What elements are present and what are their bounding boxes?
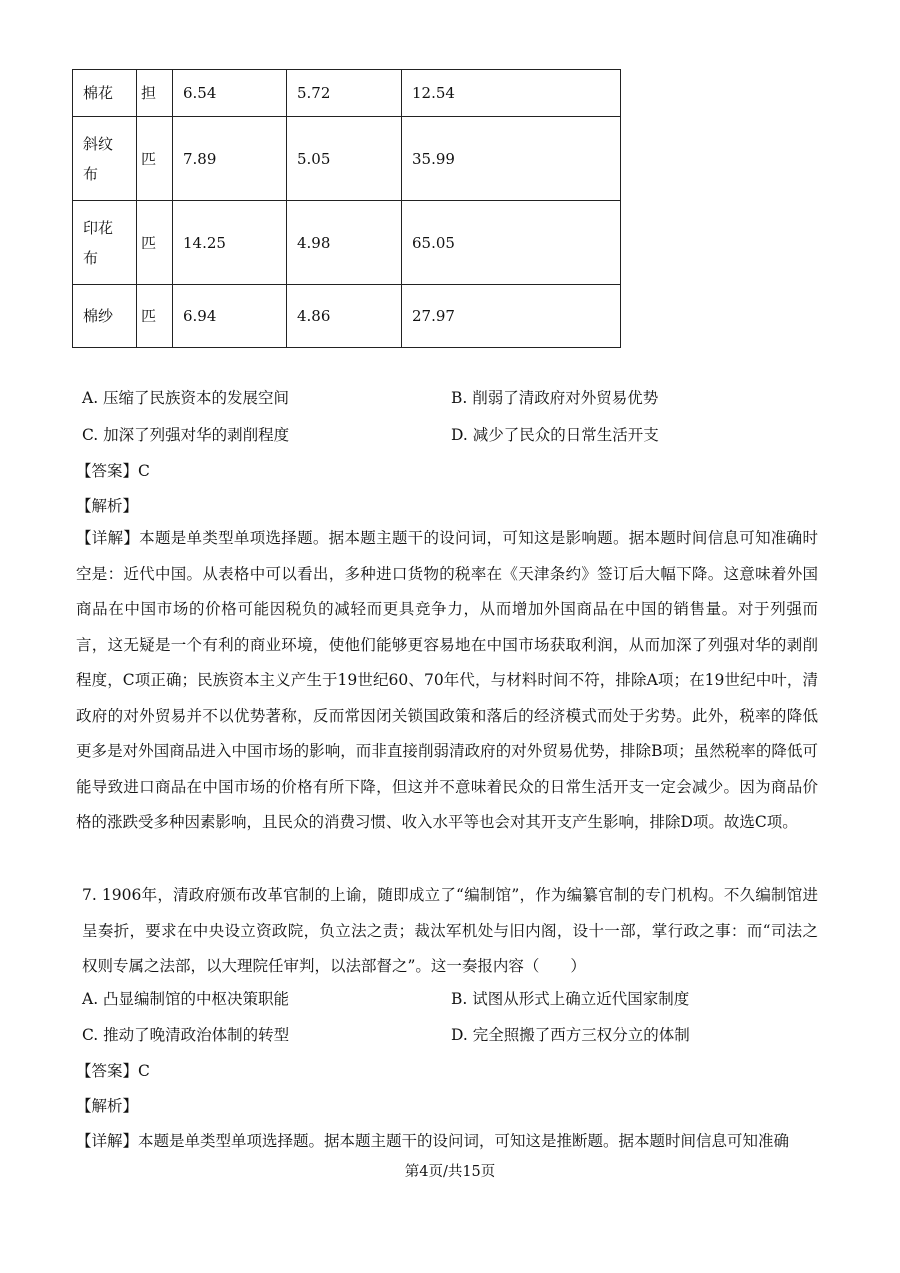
q7-detail	[76, 1129, 789, 1151]
q6-option-a: A. 压缩了民族资本的发展空间	[82, 389, 290, 407]
q7-answer: 【答案】C	[76, 1062, 150, 1080]
goods-unit: 匹	[137, 117, 173, 201]
q6-detail-text: 本题是单类型单项选择题。据本题主题干的设问词，可知这是影响题。据本题时间信息可知准确时空是：近代中国。从表格中可以看出，多种进口货物的税率在《天津条约》签订后大幅下降。这意味着外国商品在中国市场的价格可能因税负的减轻而更具竞争力，从而增加外国商品在中国的销售量。对于列强而言，这无疑是一个有利的商业环境，使他们能够更容易地在中国市场获取利润，从而加深了列强对华的剥削程度，C项正确；民族资本主义产生于19世纪60、70年代，与材料时间不符，排除A项；在19世纪中叶，清政府的对外贸易并不以优势著称，反而常因闭关锁国政策和落后的经济模式而处于劣势。此外，税率的降低更多是对外国商品进入中国市场的影响，而非直接削弱清政府的对外贸易优势，排除B项；虽然税率的降低可能导致进口商品在中国市场的价格有所下降，但这并不意味着民众的日常生活开支一定会减少。因为商品价格的涨跌受多种因素影响，且民众的消费习惯、收入水平等也会对其开支产生影响，排除D项。故选C项。	[76, 529, 818, 831]
goods-name: 印花布	[73, 201, 137, 285]
q6-answer: 【答案】C	[76, 462, 150, 480]
rate-cell: 35.99	[402, 117, 621, 201]
page-footer: 第4页/共15页	[404, 1164, 496, 1180]
table-row	[73, 285, 621, 348]
tariff-table	[72, 69, 621, 348]
rate-cell: 14.25	[173, 201, 287, 285]
rate-cell: 5.72	[287, 70, 402, 117]
q6-option-c: C. 加深了列强对华的剥削程度	[82, 426, 290, 444]
goods-name: 棉花	[73, 70, 137, 117]
goods-name: 棉纱	[73, 285, 137, 348]
q6-option-d: D. 减少了民众的日常生活开支	[451, 426, 659, 444]
q6-analysis-label: 【解析】	[76, 497, 139, 515]
table-row	[73, 201, 621, 285]
rate-cell: 5.05	[287, 117, 402, 201]
q7-analysis-label: 【解析】	[76, 1097, 139, 1115]
goods-unit: 匹	[137, 285, 173, 348]
q7-stem: 7. 1906年，清政府颁布改革官制的上谕，随即成立了“编制馆”，作为编纂官制的专门机构。不久编制馆进呈奏折，要求在中央设立资政院，负立法之责；裁汰军机处与旧内阁，设十一部，掌行政之事：而“司法之权则专属之法部，以大理院任审判，以法部督之”。这一奏报内容（ ）	[82, 886, 818, 975]
q7-detail-label: 【详解】	[76, 1132, 139, 1150]
q7-option-b: B. 试图从形式上确立近代国家制度	[451, 990, 690, 1008]
rate-cell: 12.54	[402, 70, 621, 117]
goods-unit: 匹	[137, 201, 173, 285]
q6-option-b: B. 削弱了清政府对外贸易优势	[451, 389, 659, 407]
rate-cell: 4.86	[287, 285, 402, 348]
rate-cell: 6.54	[173, 70, 287, 117]
goods-name: 斜纹布	[73, 117, 137, 201]
table-row	[73, 117, 621, 201]
rate-cell: 6.94	[173, 285, 287, 348]
q7-option-a: A. 凸显编制馆的中枢决策职能	[82, 990, 290, 1008]
q7-detail-text: 本题是单类型单项选择题。据本题主题干的设问词，可知这是推断题。据本题时间信息可知准确	[138, 1132, 790, 1150]
goods-unit: 担	[137, 70, 173, 117]
q6-detail-label: 【详解】	[76, 529, 140, 547]
q6-detail	[76, 521, 818, 841]
rate-cell: 7.89	[173, 117, 287, 201]
table-row	[73, 70, 621, 117]
q7-option-d: D. 完全照搬了西方三权分立的体制	[451, 1026, 690, 1044]
q7-option-c: C. 推动了晚清政治体制的转型	[82, 1026, 290, 1044]
rate-cell: 4.98	[287, 201, 402, 285]
rate-cell: 65.05	[402, 201, 621, 285]
rate-cell: 27.97	[402, 285, 621, 348]
